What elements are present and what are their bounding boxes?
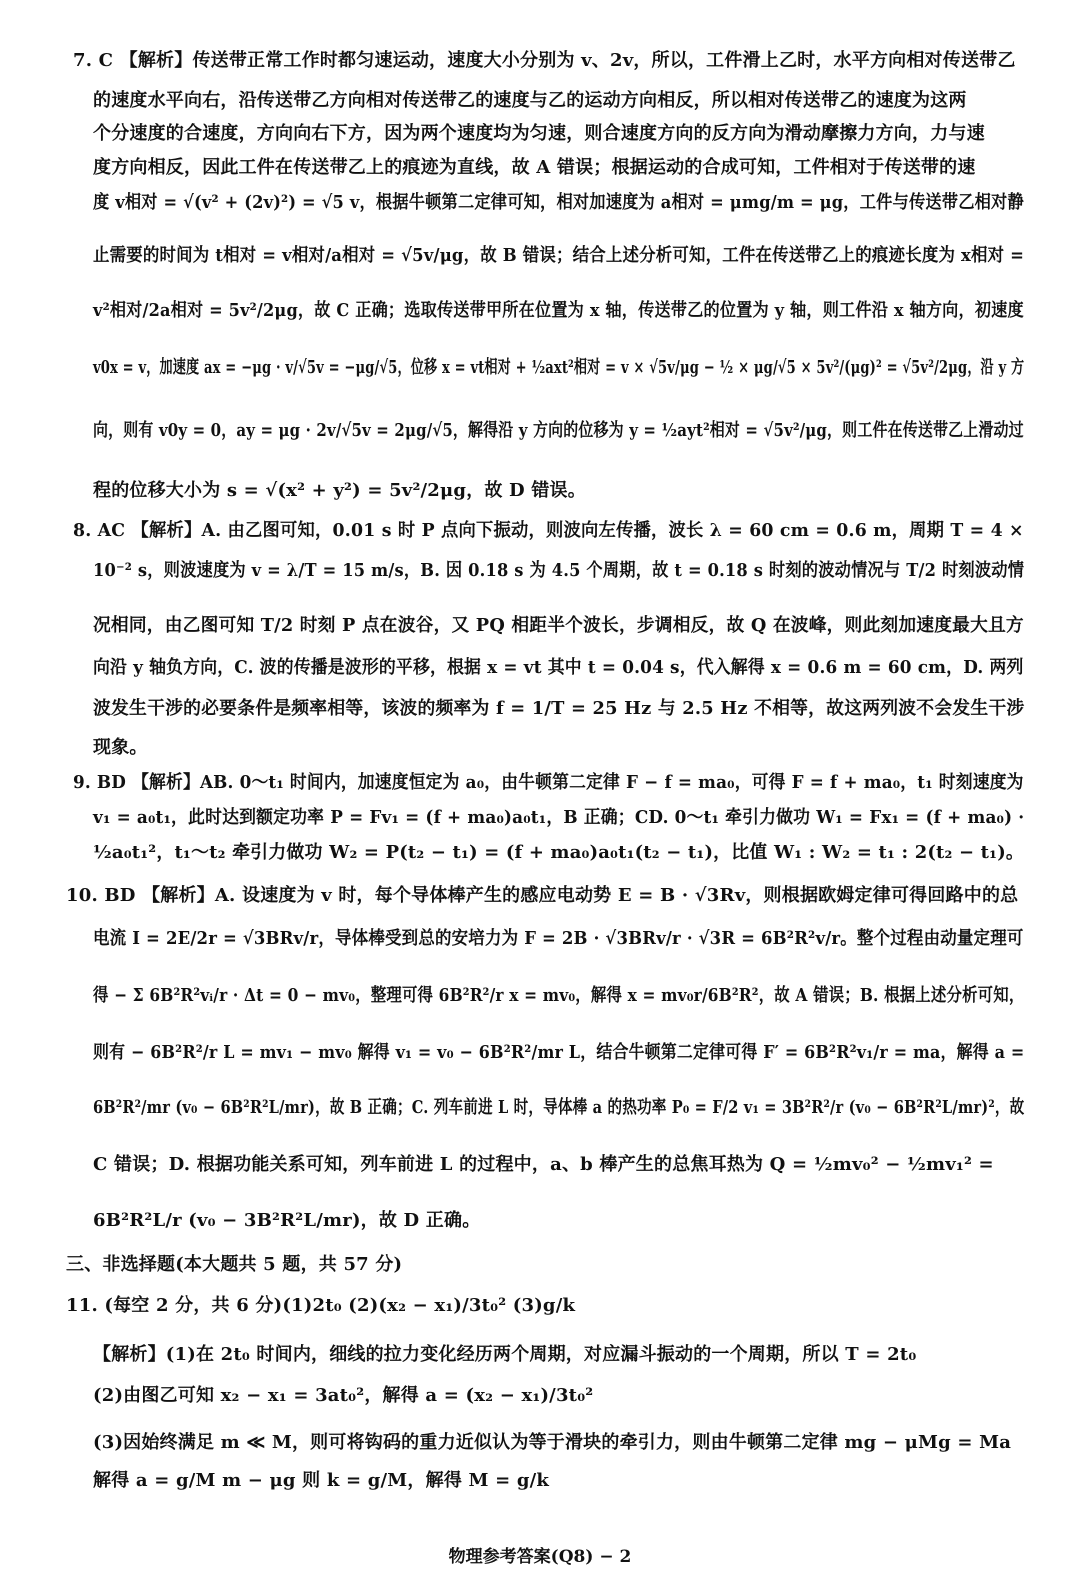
text-line: 度方向相反，因此工件在传送带乙上的痕迹为直线，故 A 错误；根据运动的合成可知，工件相对于传送带的速 bbox=[93, 157, 976, 178]
text-line: 现象。 bbox=[93, 737, 148, 758]
text-line: 向沿 y 轴负方向，C. 波的传播是波形的平移，根据 x = vt 其中 t = 0.04 s，代入解得 x = 0.6 m = 60 cm，D. 两列 bbox=[93, 657, 1024, 678]
text-line: v²相对/2a相对 = 5v²/2μg，故 C 正确；选取传送带甲所在位置为 x 轴，传送带乙的位置为 y 轴，则工件沿 x 轴方向，初速度 bbox=[93, 300, 1024, 321]
text-line: (3)因始终满足 m ≪ M，则可将钩码的重力近似认为等于滑块的牵引力，则由牛顿第二定律 mg − μMg = Ma bbox=[93, 1432, 1012, 1453]
text-line: v0x = v，加速度 ax = −μg · v/√5v = −μg/√5，位移 x = vt相对 + ½axt²相对 = v × √5v/μg − ½ × μg/√5 × 5v²/(μg)² = √5v²/2μg，沿 y 方 bbox=[93, 357, 1025, 378]
text-line: 度 v相对 = √(v² + (2v)²) = √5 v，根据牛顿第二定律可知，相对加速度为 a相对 = μmg/m = μg，工件与传送带乙相对静 bbox=[93, 192, 1024, 213]
text-line: 【解析】(1)在 2t₀ 时间内，细线的拉力变化经历两个周期，对应漏斗振动的一个周期，所以 T = 2t₀ bbox=[93, 1344, 917, 1365]
text-line: 电流 I = 2E/2r = √3BRv/r，导体棒受到总的安培力为 F = 2B · √3BRv/r · √3R = 6B²R²v/r。整个过程由动量定理可 bbox=[93, 928, 1024, 949]
text-line: 10⁻² s，则波速度为 v = λ/T = 15 m/s，B. 因 0.18 s 为 4.5 个周期，故 t = 0.18 s 时刻的波动情况与 T/2 时刻波动情 bbox=[93, 560, 1025, 581]
text-line: 个分速度的合速度，方向向右下方，因为两个速度均为匀速，则合速度方向的反方向为滑动摩擦力方向，力与速 bbox=[93, 123, 985, 144]
text-line: 6B²R²/mr (v₀ − 6B²R²L/mr)，故 B 正确；C. 列车前进 L 时，导体棒 a 的热功率 P₀ = F/2 v₁ = 3B²R²/r (v₀ − 6B²R²L/mr)²，故 bbox=[93, 1097, 1025, 1118]
text-line: C 错误；D. 根据功能关系可知，列车前进 L 的过程中，a、b 棒产生的总焦耳热为 Q = ½mv₀² − ½mv₁² = bbox=[93, 1154, 994, 1175]
text-line: 向，则有 v0y = 0，ay = μg · 2v/√5v = 2μg/√5，解得沿 y 方向的位移为 y = ½ayt²相对 = √5v²/μg，则工件在传送带乙上滑动过 bbox=[93, 420, 1024, 441]
text-line: 则有 − 6B²R²/r L = mv₁ − mv₀ 解得 v₁ = v₀ − 6B²R²/mr L，结合牛顿第二定律可得 F′ = 6B²R²v₁/r = ma，解得 a = bbox=[93, 1042, 1025, 1063]
text-line: 11. (每空 2 分，共 6 分)(1)2t₀ (2)(x₂ − x₁)/3t₀² (3)g/k bbox=[66, 1295, 576, 1316]
text-line: ½a₀t₁²，t₁～t₂ 牵引力做功 W₂ = P(t₂ − t₁) = (f + ma₀)a₀t₁(t₂ − t₁)，比值 W₁ : W₂ = t₁ : 2(t₂ − t₁)。 bbox=[93, 842, 1025, 863]
text-line: 波发生干涉的必要条件是频率相等，该波的频率为 f = 1/T = 25 Hz 与 2.5 Hz 不相等，故这两列波不会发生干涉 bbox=[93, 698, 1025, 719]
text-line: 的速度水平向右，沿传送带乙方向相对传送带乙的速度与乙的运动方向相反，所以相对传送带乙的速度为这两 bbox=[93, 90, 967, 111]
text-line: 6B²R²L/r (v₀ − 3B²R²L/mr)，故 D 正确。 bbox=[93, 1210, 481, 1231]
text-line: 7. C 【解析】传送带正常工作时都匀速运动，速度大小分别为 v、2v，所以，工件滑上乙时，水平方向相对传送带乙 bbox=[73, 50, 1016, 71]
page-footer: 物理参考答案(Q8) − 2 bbox=[448, 1547, 632, 1567]
text-line: 得 − Σ 6B²R²vᵢ/r · Δt = 0 − mv₀，整理可得 6B²R²/r x = mv₀，解得 x = mv₀r/6B²R²，故 A 错误；B. 根据上述分析可知， bbox=[93, 985, 1025, 1006]
text-line: (2)由图乙可知 x₂ − x₁ = 3at₀²，解得 a = (x₂ − x₁)/3t₀² bbox=[93, 1385, 594, 1406]
text-line: 程的位移大小为 s = √(x² + y²) = 5v²/2μg，故 D 错误。 bbox=[93, 480, 586, 501]
text-line: 8. AC 【解析】A. 由乙图可知，0.01 s 时 P 点向下振动，则波向左传播，波长 λ = 60 cm = 0.6 m，周期 T = 4 × bbox=[73, 520, 1024, 541]
text-line: 止需要的时间为 t相对 = v相对/a相对 = √5v/μg，故 B 错误；结合上述分析可知，工件在传送带乙上的痕迹长度为 x相对 = bbox=[93, 245, 1025, 266]
text-line: 况相同，由乙图可知 T/2 时刻 P 点在波谷，又 PQ 相距半个波长，步调相反，故 Q 在波峰，则此刻加速度最大且方 bbox=[93, 615, 1024, 636]
text-line: 解得 a = g/M m − μg 则 k = g/M，解得 M = g/k bbox=[93, 1470, 550, 1491]
text-line: v₁ = a₀t₁，此时达到额定功率 P = Fv₁ = (f + ma₀)a₀t₁，B 正确；CD. 0～t₁ 牵引力做功 W₁ = Fx₁ = (f + ma₀) · bbox=[93, 807, 1025, 828]
text-line: 三、非选择题(本大题共 5 题，共 57 分) bbox=[66, 1254, 403, 1275]
text-line: 9. BD 【解析】AB. 0～t₁ 时间内，加速度恒定为 a₀，由牛顿第二定律 F − f = ma₀，可得 F = f + ma₀，t₁ 时刻速度为 bbox=[73, 772, 1024, 793]
text-line: 10. BD 【解析】A. 设速度为 v 时，每个导体棒产生的感应电动势 E = B · √3Rv，则根据欧姆定律可得回路中的总 bbox=[66, 885, 1019, 906]
